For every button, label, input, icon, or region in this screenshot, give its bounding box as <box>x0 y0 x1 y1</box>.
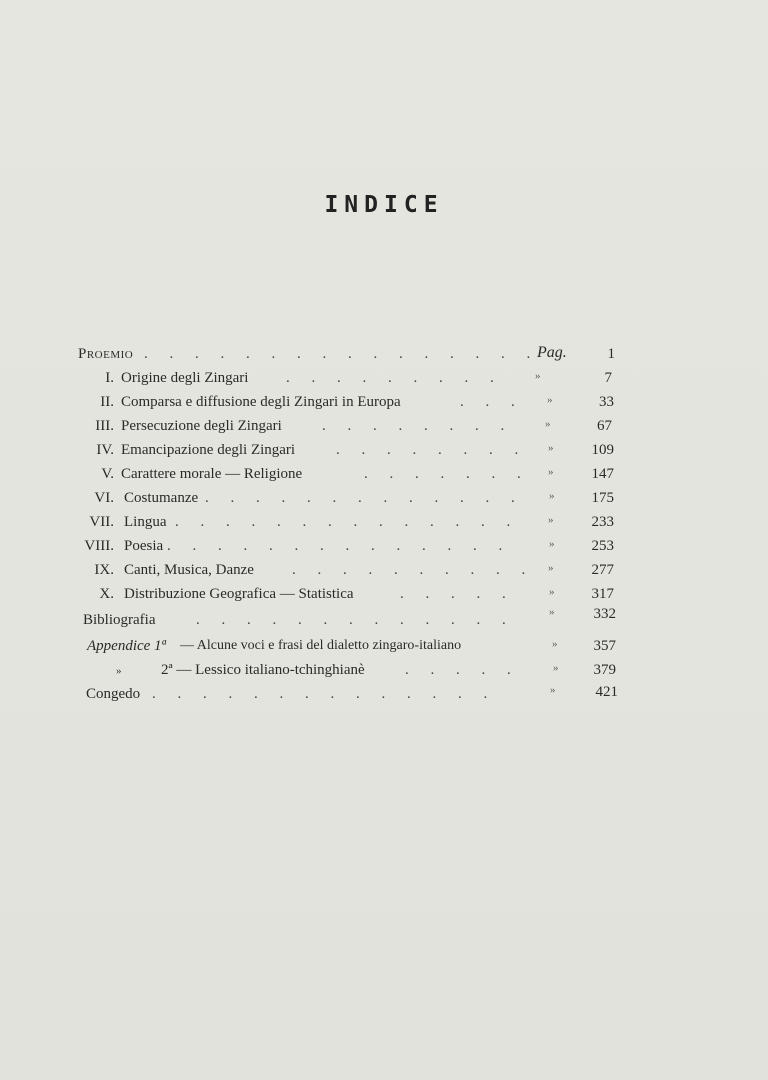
ditto-mark: » <box>550 684 556 696</box>
entry-page: 421 <box>595 684 618 700</box>
leader-dots: . . . . . . . . . . . . . <box>205 490 524 506</box>
toc-entry-appendice-2 <box>0 662 768 686</box>
page-title: INDICE <box>324 192 444 218</box>
pag-label: Pag. <box>537 344 567 361</box>
entry-page: 379 <box>593 662 616 678</box>
leader-dots: . . . <box>460 394 524 410</box>
ditto-mark: » <box>549 490 555 502</box>
entry-label: Bibliografia <box>83 612 156 628</box>
entry-label: Persecuzione degli Zingari <box>121 418 282 434</box>
ditto-mark: » <box>548 562 554 574</box>
entry-number: IV. <box>96 442 114 458</box>
entry-label: Origine degli Zingari <box>121 370 249 386</box>
ditto-mark: » <box>549 586 555 598</box>
entry-label: Lingua <box>124 514 167 530</box>
entry-page: 109 <box>591 442 614 458</box>
leader-dots: . . . . . . . . . . . . . . . . <box>144 346 540 362</box>
entry-label: Costumanze <box>124 490 199 506</box>
entry-page: 233 <box>591 514 614 530</box>
ditto-mark: » <box>548 514 554 526</box>
entry-number: III. <box>95 418 114 434</box>
entry-label: Comparsa e diffusione degli Zingari in Europa <box>121 394 401 410</box>
toc-entry-chapter-2 <box>0 394 768 418</box>
entry-label: Distribuzione Geografica — Statistica <box>124 586 354 602</box>
toc-entry-chapter-8 <box>0 538 768 562</box>
entry-page: 277 <box>591 562 614 578</box>
entry-label: Poesia <box>124 538 164 554</box>
ditto-mark: » <box>116 665 122 677</box>
entry-number: V. <box>101 466 114 482</box>
leader-dots: . . . . . . . . . . <box>292 562 535 578</box>
leader-dots: . . . . . . . . . <box>286 370 503 386</box>
entry-number: I. <box>105 370 114 386</box>
entry-page: 33 <box>599 394 614 410</box>
entry-label: 2ª — Lessico italiano-tchinghianè <box>161 662 365 678</box>
toc-entry-chapter-1 <box>0 370 768 394</box>
toc-entry-chapter-3 <box>0 418 768 442</box>
toc-entry-appendice-1 <box>0 638 768 662</box>
toc-entry-chapter-6 <box>0 490 768 514</box>
entry-label: Congedo <box>86 686 141 702</box>
ditto-mark: » <box>535 370 541 382</box>
toc-entry-chapter-4 <box>0 442 768 466</box>
ditto-mark: » <box>552 638 558 650</box>
entry-page: 1 <box>607 346 615 362</box>
toc-entry-congedo <box>0 686 768 710</box>
ditto-mark: » <box>549 606 555 618</box>
leader-dots: . . . . . . . . . . . . . . <box>175 514 520 530</box>
leader-dots: . . . . . . . <box>364 466 530 482</box>
entry-page: 332 <box>593 606 616 622</box>
entry-label: Proemio <box>78 346 134 362</box>
entry-label: — Alcune voci e frasi del dialetto zingaro-italiano <box>180 638 462 653</box>
entry-label: Carattere morale — Religione <box>121 466 303 482</box>
toc-entry-chapter-10 <box>0 586 768 610</box>
entry-page: 317 <box>591 586 614 602</box>
toc-entry-chapter-5 <box>0 466 768 490</box>
leader-dots: . . . . . <box>400 586 515 602</box>
toc-entry-chapter-9 <box>0 562 768 586</box>
entry-page: 67 <box>597 418 612 434</box>
entry-number: IX. <box>94 562 114 578</box>
entry-page: 175 <box>591 490 614 506</box>
entry-page: 7 <box>604 370 612 386</box>
ditto-mark: » <box>545 418 551 430</box>
entry-page: 357 <box>593 638 616 654</box>
entry-label: Canti, Musica, Danze <box>124 562 254 578</box>
leader-dots: . . . . . . . . <box>322 418 514 434</box>
entry-number: X. <box>99 586 114 602</box>
ditto-mark: » <box>548 466 554 478</box>
appendix-label: Appendice 1ª <box>87 638 166 654</box>
ditto-mark: » <box>548 442 554 454</box>
entry-number: VIII. <box>84 538 114 554</box>
entry-label: Emancipazione degli Zingari <box>121 442 296 458</box>
leader-dots: . . . . . . . . . . . . . . <box>167 538 512 554</box>
toc-entry-chapter-7 <box>0 514 768 538</box>
entry-number: VI. <box>94 490 114 506</box>
leader-dots: . . . . . <box>405 662 520 678</box>
ditto-mark: » <box>547 394 553 406</box>
toc-entry-proemio <box>0 346 768 370</box>
ditto-mark: » <box>549 538 555 550</box>
entry-page: 147 <box>591 466 614 482</box>
entry-number: II. <box>100 394 114 410</box>
entry-page: 253 <box>591 538 614 554</box>
leader-dots: . . . . . . . . . . . . . <box>196 612 515 628</box>
leader-dots: . . . . . . . . . . . . . . <box>152 686 497 702</box>
entry-number: VII. <box>89 514 114 530</box>
toc-entry-bibliografia <box>0 606 768 636</box>
leader-dots: . . . . . . . . <box>336 442 528 458</box>
ditto-mark: » <box>553 662 559 674</box>
